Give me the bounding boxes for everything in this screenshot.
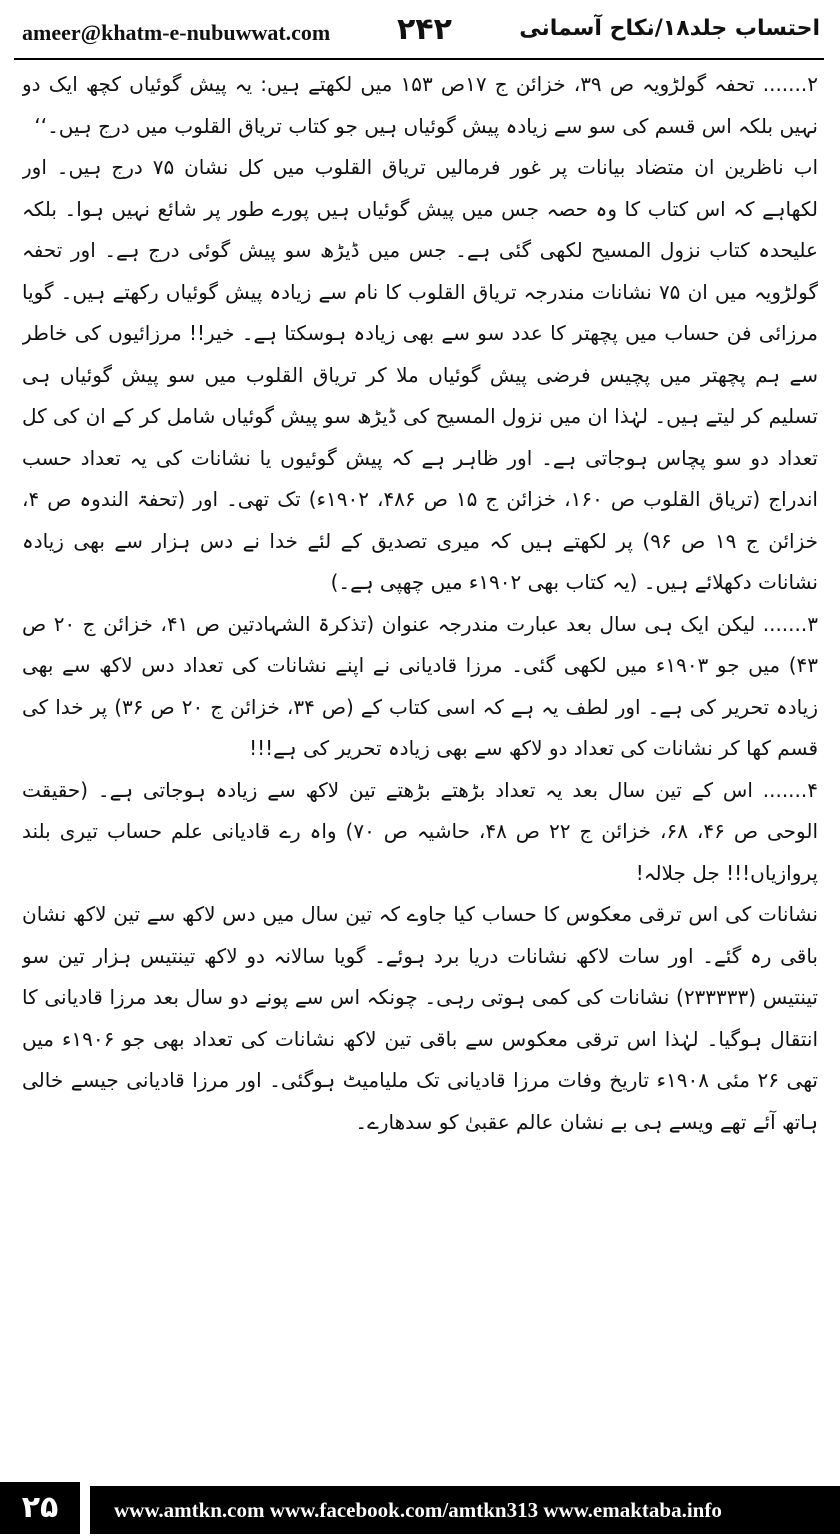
footer-links[interactable]: www.amtkn.com www.facebook.com/amtkn313 www.emaktaba.info bbox=[90, 1486, 840, 1534]
page-header bbox=[14, 8, 824, 52]
header-book-title: احتساب جلد۱۸/نکاح آسمانی bbox=[519, 16, 820, 41]
paragraph-point-2: ۲....... تحفہ گولڑویہ ص ۳۹، خزائن ج ۱۷ص ۱۵۳ میں لکھتے ہیں: یہ پیش گوئیاں کچھ ایک دو نہیں بلکہ اس قسم کی سو سے زیادہ پیش گوئیاں ہیں جو کتاب تریاق القلوب میں درج ہیں۔‘‘ bbox=[22, 72, 818, 138]
header-page-number: ۲۴۲ bbox=[397, 12, 452, 47]
paragraph-conclusion: نشانات کی اس ترقی معکوس کا حساب کیا جاوے کہ تین سال میں دس لاکھ سے تین لاکھ نشان باقی رہ گئے۔ اور سات لاکھ نشانات دریا برد ہوئے۔ گویا سالانہ دو لاکھ تینتیس ہزار تین سو تینتیس (۲۳۳۳۳۳) نشانات کی کمی ہوتی رہی۔ چونکہ اس سے پونے دو سال بعد مرزا قادیانی کا انتقال ہوگیا۔ لہٰذا اس ترقی معکوس سے باقی تین لاکھ نشانات کی تعداد بھی جو ۱۹۰۶ء میں تھی ۲۶ مئی ۱۹۰۸ء تاریخ وفات مرزا قادیانی تک ملیامیٹ ہوگئی۔ اور مرزا قادیانی جیسے خالی ہاتھ آئے تھے ویسے ہی بے نشان عالم عقبیٰ کو سدھارے۔ bbox=[22, 902, 818, 1134]
header-email: ameer@khatm-e-nubuwwat.com bbox=[22, 20, 331, 45]
header-divider bbox=[14, 58, 824, 60]
paragraph-analysis: اب ناظرین ان متضاد بیانات پر غور فرمالیں تریاق القلوب میں کل نشان ۷۵ درج ہیں۔ اور لکھاہے کہ اس کتاب کا وہ حصہ جس میں پیش گوئیاں ہیں پورے طور پر شائع نہیں ہوا۔ بلکہ علیحدہ کتاب نزول المسیح لکھی گئی ہے۔ جس میں ڈیڑھ سو پیش گوئی درج ہے۔ اور تحفہ گولڑویہ میں ان ۷۵ نشانات مندرجہ تریاق القلوب کا نام سے زیادہ پیش گوئیاں رکھتے ہیں۔ گویا مرزائی فن حساب میں پچھتر کا عدد سو سے بھی زیادہ ہوسکتا ہے۔ خیر!! مرزائیوں کی خاطر سے ہم پچھتر میں پچیس فرضی پیش گوئیاں ملا کر تریاق القلوب میں سو پیش گوئیاں ہی تسلیم کر لیتے ہیں۔ لہٰذا ان میں نزول المسیح کی ڈیڑھ سو پیش گوئیاں شامل کر کے ان کی کل تعداد دو سو پچاس ہوجاتی ہے۔ اور ظاہر ہے کہ پیش گوئیوں یا نشانات کی یہ تعداد حسب اندراج (تریاق القلوب ص ۱۶۰، خزائن ج ۱۵ ص ۴۸۶، ۱۹۰۲ء) تک تھی۔ اور (تحفۃ الندوہ ص ۴، خزائن ج ۱۹ ص ۹۶) پر لکھتے ہیں کہ میری تصدیق کے لئے خدا نے دس ہزار سے بھی زیادہ نشانات دکھلائے ہیں۔ (یہ کتاب بھی ۱۹۰۲ء میں چھپی ہے۔) bbox=[22, 155, 818, 594]
footer-page-number: ۲۵ bbox=[0, 1482, 80, 1534]
paragraph-point-4: ۴....... اس کے تین سال بعد یہ تعداد بڑھتے بڑھتے تین لاکھ سے زیادہ ہوجاتی ہے۔ (حقیقت الوحی ص ۴۶، ۶۸، خزائن ج ۲۲ ص ۴۸، حاشیہ ص ۷۰) واہ رے قادیانی علم حساب تیری بلند پروازیاں!!! جل جلالہ! bbox=[22, 777, 818, 885]
page-body bbox=[22, 64, 818, 1469]
paragraph-point-3: ۳....... لیکن ایک ہی سال بعد عبارت مندرجہ عنوان (تذکرۃ الشہادتین ص ۴۱، خزائن ج ۲۰ ص ۴۳) میں جو ۱۹۰۳ء میں لکھی گئی۔ مرزا قادیانی نے اپنے نشانات کی تعداد دس لاکھ سے بھی زیادہ تحریر کی ہے۔ اور لطف یہ ہے کہ اسی کتاب کے (ص ۳۴، خزائن ج ۲۰ ص ۳۶) پر خدا کی قسم کھا کر نشانات کی تعداد دو لاکھ سے بھی زیادہ تحریر کی ہے!!! bbox=[22, 611, 818, 760]
page-footer bbox=[0, 1478, 840, 1540]
